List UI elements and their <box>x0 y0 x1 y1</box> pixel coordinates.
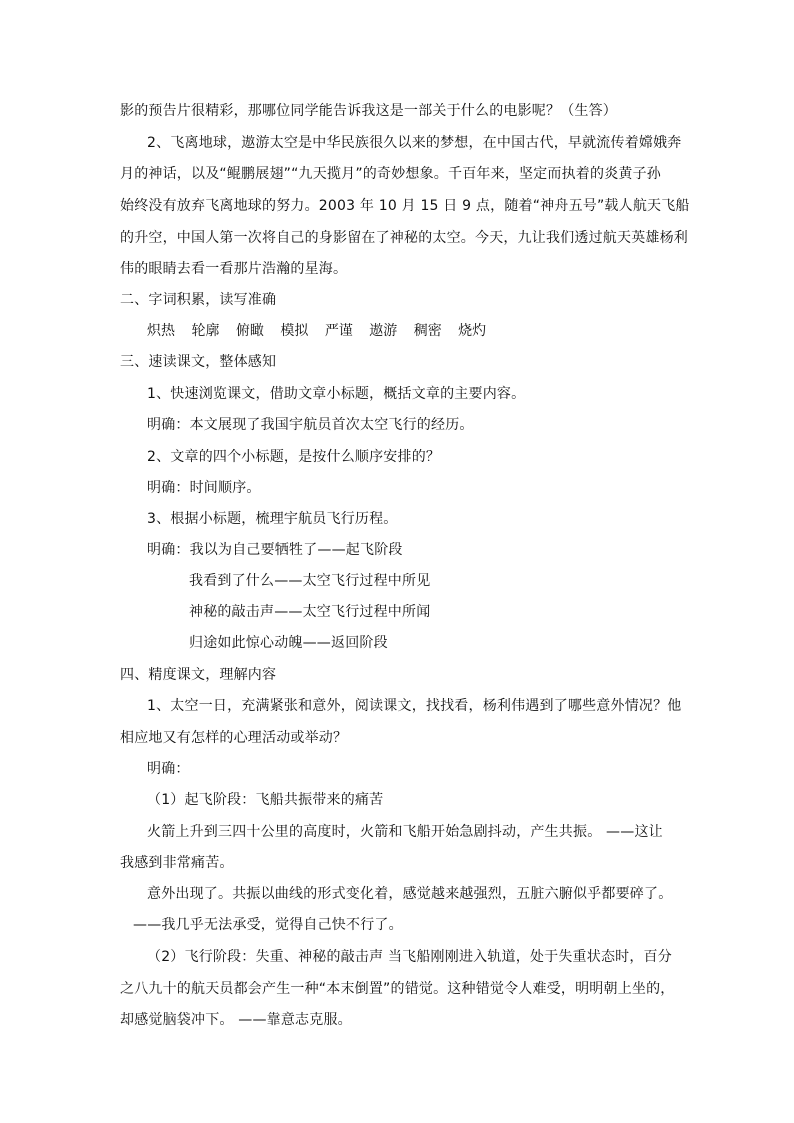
vocabulary-word: 稠密 <box>413 323 442 339</box>
overview-answer-3-line-3: 神秘的敲击声——太空飞行过程中所闻 <box>189 604 431 620</box>
intro-paragraph-2-line-4: 的升空，中国人第一次将自己的身影留在了神秘的太空。今天，九让我们透过航天英雄杨利 <box>120 230 688 246</box>
stage-2-line-3: 却感觉脑袋冲下。 ——靠意志克服。 <box>120 1012 352 1028</box>
close-reading-question-line-1: 1、太空一日，充满紧张和意外，阅读课文，找找看，杨利伟遇到了哪些意外情况？他 <box>147 698 682 714</box>
section-heading-overview: 三、速读课文，整体感知 <box>120 354 277 370</box>
vocabulary-word: 模拟 <box>280 323 309 339</box>
intro-paragraph-2-line-5: 伟的眼睛去看一看那片浩瀚的星海。 <box>120 261 348 277</box>
intro-paragraph-2-line-1: 2、飞离地球，遨游太空是中华民族很久以来的梦想，在中国古代，早就流传着嫦娥奔 <box>147 135 682 151</box>
vocabulary-word: 严谨 <box>324 323 353 339</box>
close-reading-question-line-2: 相应地又有怎样的心理活动或举动？ <box>120 730 348 746</box>
stage-2-line-2: 之八九十的航天员都会产生一种“本末倒置”的错觉。这种错觉令人难受，明明朝上坐的， <box>120 981 675 997</box>
stage-1-line-3: 意外出现了。共振以曲线的形式变化着，感觉越来越强烈，五脏六腑似乎都要碎了。 <box>147 886 673 902</box>
intro-paragraph-1: 影的预告片很精彩，那哪位同学能告诉我这是一部关于什么的电影呢？（生答） <box>120 103 617 119</box>
stage-2-line-1: （2）飞行阶段：失重、神秘的敲击声 当飞船刚刚进入轨道，处于失重状态时，百分 <box>147 949 672 965</box>
overview-question-2: 2、文章的四个小标题，是按什么顺序安排的？ <box>147 449 441 465</box>
vocabulary-word: 轮廓 <box>191 323 220 339</box>
stage-1-line-4: ——我几乎无法承受，觉得自己快不行了。 <box>133 917 403 933</box>
overview-answer-3-line-1: 明确：我以为自己要牺牲了——起飞阶段 <box>147 542 403 558</box>
vocabulary-word-list <box>147 321 498 341</box>
intro-paragraph-2-line-3: 始终没有放弃飞离地球的努力。2003 年 10 月 15 日 9 点，随着“神舟五号”载人航天飞船 <box>120 198 690 214</box>
overview-answer-3-line-2: 我看到了什么——太空飞行过程中所见 <box>189 573 431 589</box>
intro-paragraph-2-line-2: 月的神话，以及“鲲鹏展翅”“九天揽月”的奇妙想象。千百年来，坚定而执着的炎黄子孙 <box>120 166 662 182</box>
overview-answer-3-line-4: 归途如此惊心动魄——返回阶段 <box>189 635 388 651</box>
section-heading-close-reading: 四、精度课文，理解内容 <box>120 667 277 683</box>
overview-question-1: 1、快速浏览课文，借助文章小标题，概括文章的主要内容。 <box>147 386 526 402</box>
overview-answer-1: 明确：本文展现了我国宇航员首次太空飞行的经历。 <box>147 417 474 433</box>
vocabulary-word: 俯瞰 <box>235 323 264 339</box>
stage-1-title: （1）起飞阶段：飞船共振带来的痛苦 <box>147 792 384 808</box>
vocabulary-word: 炽热 <box>147 323 175 339</box>
stage-1-line-1: 火箭上升到三四十公里的高度时，火箭和飞船开始急剧抖动，产生共振。 ——这让 <box>147 824 663 840</box>
vocabulary-word: 烧灼 <box>458 323 487 339</box>
vocabulary-word: 遨游 <box>369 323 398 339</box>
overview-answer-2: 明确：时间顺序。 <box>147 480 261 496</box>
stage-1-line-2: 我感到非常痛苦。 <box>120 855 234 871</box>
section-heading-vocabulary: 二、字词积累，读写准确 <box>120 292 277 308</box>
close-reading-answer-label: 明确： <box>147 761 190 777</box>
overview-question-3: 3、根据小标题，梳理宇航员飞行历程。 <box>147 511 398 527</box>
